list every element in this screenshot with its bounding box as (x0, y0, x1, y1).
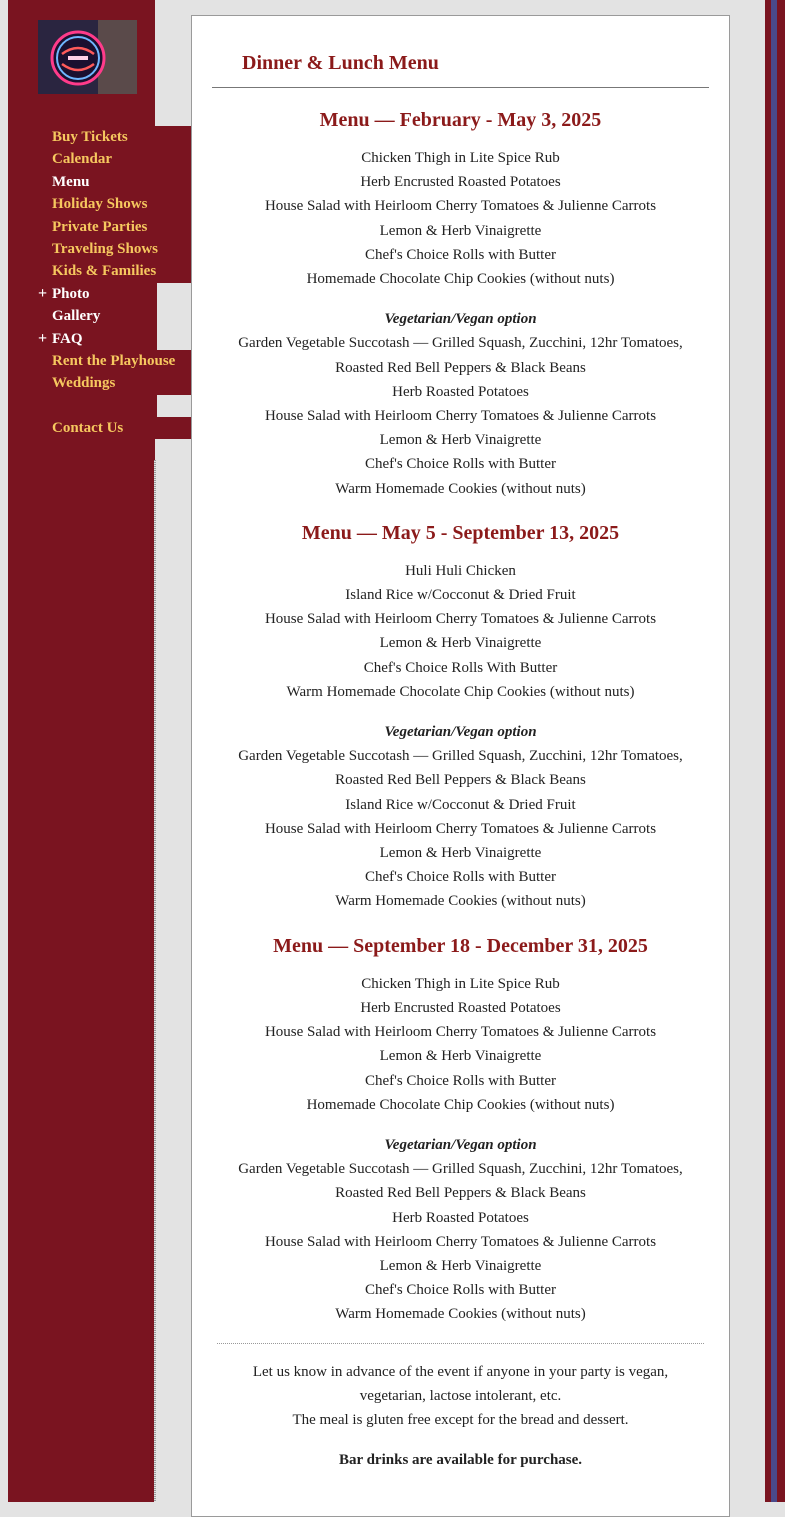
nav-group-4 (8, 417, 193, 439)
nav-photo[interactable] (8, 283, 157, 305)
menu-list (192, 104, 729, 1472)
page-left-edge (0, 0, 8, 1502)
veg-item: Herb Roasted Potatoes (392, 1209, 529, 1226)
nav-calendar[interactable]: Calendar (52, 151, 112, 168)
veg-item: Chef's Choice Rolls with Butter (364, 1282, 557, 1299)
nav-faq[interactable] (8, 328, 157, 350)
nav-group-3 (8, 350, 193, 395)
veg-item: Warm Homemade Cookies (without nuts) (335, 893, 586, 910)
nav-holiday-shows[interactable]: Holiday Shows (52, 196, 148, 213)
nav-traveling-shows[interactable]: Traveling Shows (52, 241, 158, 258)
footer-notes (192, 1360, 729, 1473)
menu-item: House Salad with Heirloom Cherry Tomatoes & Julienne Carrots (264, 198, 657, 215)
nav-gallery[interactable]: Gallery (52, 308, 101, 325)
nav-kids-families[interactable]: Kids & Families (52, 263, 157, 280)
veg-item: Warm Homemade Cookies (without nuts) (335, 480, 586, 497)
veg-item: Herb Roasted Potatoes (392, 383, 529, 400)
nav-group-1 (8, 126, 193, 283)
right-stripe-red-outer (777, 0, 785, 1502)
veg-item: Chef's Choice Rolls with Butter (364, 456, 557, 473)
veg-item: House Salad with Heirloom Cherry Tomatoes & Julienne Carrots (264, 1233, 657, 1250)
veg-item: House Salad with Heirloom Cherry Tomatoes & Julienne Carrots (264, 408, 657, 425)
menu-section-2 (192, 517, 729, 914)
nav-photo-label: Photo (52, 285, 90, 302)
menu-item: House Salad with Heirloom Cherry Tomatoes & Julienne Carrots (264, 611, 657, 628)
veg-item: House Salad with Heirloom Cherry Tomatoes & Julienne Carrots (264, 820, 657, 837)
dietary-note: Let us know in advance of the event if anyone in your party is vegan, (252, 1363, 669, 1380)
veg-item: Lemon & Herb Vinaigrette (379, 1257, 542, 1274)
nav-rent-playhouse[interactable]: Rent the Playhouse (52, 353, 176, 370)
veg-item: Lemon & Herb Vinaigrette (379, 432, 542, 449)
menu-item: Chef's Choice Rolls with Butter (364, 1072, 557, 1089)
bar-drinks-note: Bar drinks are available for purchase. (338, 1452, 583, 1469)
menu-item: Chef's Choice Rolls with Butter (364, 246, 557, 263)
gluten-note: The meal is gluten free except for the bread and dessert. (292, 1411, 629, 1428)
veg-item: Lemon & Herb Vinaigrette (379, 845, 542, 862)
veg-option-label: Vegetarian/Vegan option (384, 724, 537, 741)
menu-item: Chicken Thigh in Lite Spice Rub (361, 150, 560, 166)
veg-item: Chef's Choice Rolls with Butter (364, 869, 557, 886)
veg-option-label: Vegetarian/Vegan option (384, 311, 537, 328)
menu-item: Huli Huli Chicken (405, 562, 516, 579)
veg-item: Garden Vegetable Succotash — Grilled Squash, Zucchini, 12hr Tomatoes, (238, 748, 683, 765)
nav-menu[interactable]: Menu (52, 173, 90, 190)
nav-contact-us[interactable]: Contact Us (52, 419, 124, 436)
title-divider (212, 87, 709, 88)
expand-plus-icon[interactable]: + (38, 284, 48, 302)
menu-section-title: Menu — February - May 3, 2025 (319, 109, 602, 131)
site-logo[interactable] (38, 20, 137, 94)
menu-item: Lemon & Herb Vinaigrette (379, 1048, 542, 1065)
veg-option-label: Vegetarian/Vegan option (384, 1136, 537, 1153)
nav-weddings[interactable]: Weddings (52, 375, 116, 392)
veg-item: Warm Homemade Cookies (without nuts) (335, 1306, 586, 1323)
veg-item: Roasted Red Bell Peppers & Black Beans (335, 772, 586, 789)
content-panel (191, 15, 730, 1517)
menu-item: Herb Encrusted Roasted Potatoes (360, 999, 561, 1016)
veg-item: Island Rice w/Cocconut & Dried Fruit (345, 796, 576, 813)
expand-plus-icon[interactable]: + (38, 329, 48, 347)
menu-item: Warm Homemade Chocolate Chip Cookies (without nuts) (286, 683, 635, 700)
veg-item: Roasted Red Bell Peppers & Black Beans (335, 1185, 586, 1202)
dietary-note: vegetarian, lactose intolerant, etc. (359, 1387, 562, 1404)
menu-item: Homemade Chocolate Chip Cookies (without nuts) (306, 271, 615, 288)
menu-section-title: Menu — September 18 - December 31, 2025 (273, 934, 648, 957)
menu-item: Homemade Chocolate Chip Cookies (without nuts) (306, 1096, 615, 1113)
main-nav (8, 126, 193, 439)
menu-item: Lemon & Herb Vinaigrette (379, 635, 542, 652)
page-title: Dinner & Lunch Menu (242, 52, 439, 74)
nav-private-parties[interactable]: Private Parties (52, 218, 148, 235)
nav-spacer (8, 395, 157, 417)
sidebar-border (154, 460, 156, 1502)
menu-item: Herb Encrusted Roasted Potatoes (360, 174, 561, 191)
menu-item: Island Rice w/Cocconut & Dried Fruit (345, 587, 576, 604)
menu-section-1 (192, 104, 729, 501)
menu-item: Chicken Thigh in Lite Spice Rub (361, 975, 560, 992)
nav-faq-label: FAQ (52, 330, 83, 347)
menu-section-title: Menu — May 5 - September 13, 2025 (301, 521, 620, 544)
veg-item: Garden Vegetable Succotash — Grilled Squash, Zucchini, 12hr Tomatoes, (238, 1161, 683, 1178)
menu-item: Chef's Choice Rolls With Butter (363, 659, 558, 676)
menu-item: Lemon & Herb Vinaigrette (379, 222, 542, 239)
veg-item: Garden Vegetable Succotash — Grilled Squash, Zucchini, 12hr Tomatoes, (238, 335, 683, 352)
nav-group-2 (8, 283, 157, 350)
menu-section-3 (192, 930, 729, 1327)
nav-buy-tickets[interactable]: Buy Tickets (52, 129, 128, 145)
menu-item: House Salad with Heirloom Cherry Tomatoes & Julienne Carrots (264, 1024, 657, 1041)
veg-item: Roasted Red Bell Peppers & Black Beans (335, 359, 586, 376)
